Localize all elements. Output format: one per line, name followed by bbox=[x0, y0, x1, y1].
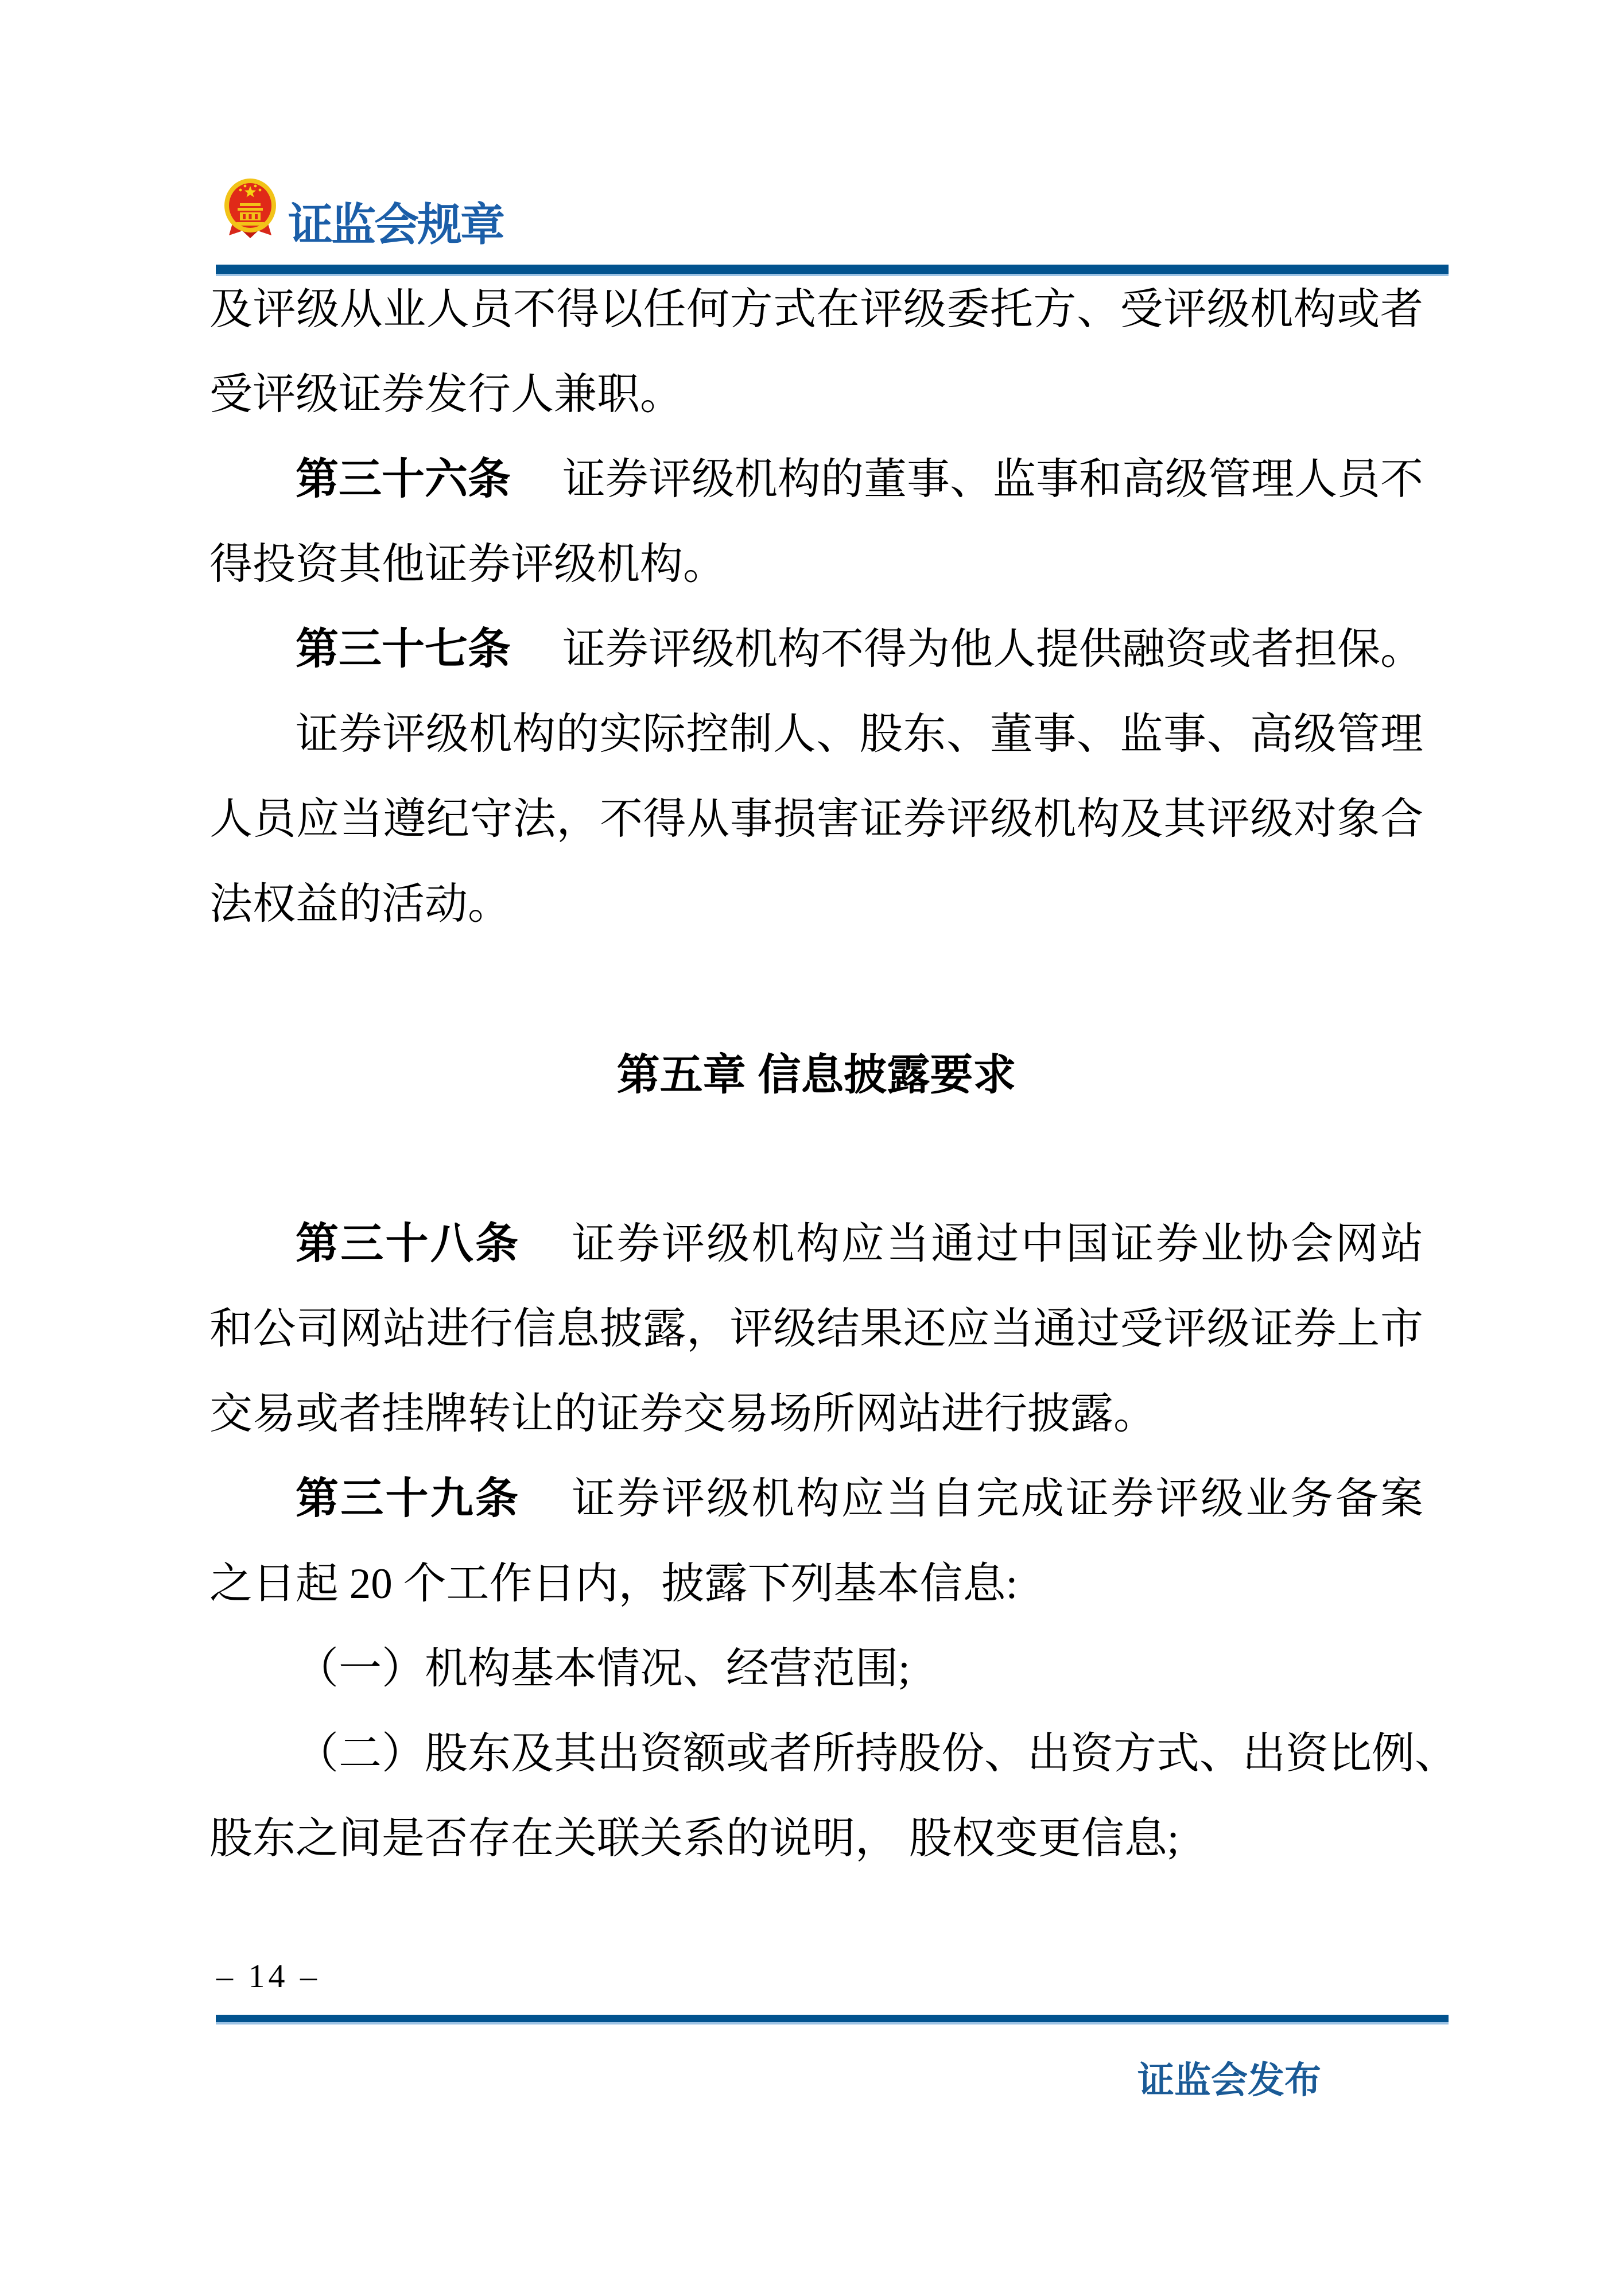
line-text: 受评级证券发行人兼职。 bbox=[209, 371, 684, 418]
national-emblem-icon bbox=[224, 178, 277, 239]
footer-rule-light bbox=[216, 2022, 1449, 2024]
line-text: 交易或者挂牌转让的证券交易场所网站进行披露。 bbox=[209, 1390, 1157, 1438]
publisher-label: 证监会发布 bbox=[1137, 2060, 1321, 2101]
article-number: 第三十七条 bbox=[296, 626, 511, 673]
article-number: 第三十六条 bbox=[296, 456, 511, 503]
footer-rule-dark bbox=[216, 2015, 1449, 2022]
body-line bbox=[209, 777, 1423, 862]
body-line bbox=[209, 437, 1423, 522]
body-line bbox=[209, 1287, 1423, 1372]
line-text: 及评级从业人员不得以任何方式在评级委托方、受评级机构或者 bbox=[209, 286, 1423, 333]
line-text: 之日起 20 个工作日内，披露下列基本信息: bbox=[209, 1560, 1018, 1608]
line-text: 证券评级机构应当自完成证券评级业务备案 bbox=[572, 1475, 1423, 1523]
line-text: （二）股东及其出资额或者所持股份、出资方式、出资比例、 bbox=[296, 1730, 1458, 1778]
article-number: 第三十八条 bbox=[296, 1220, 521, 1268]
line-text: 人员应当遵纪守法，不得从事损害证券评级机构及其评级对象合 bbox=[209, 796, 1423, 843]
footer-page-number: – 14 – bbox=[216, 1957, 320, 1995]
body-lines bbox=[209, 267, 1458, 1882]
body-line bbox=[209, 607, 1423, 692]
header-title: 证监会规章 bbox=[288, 199, 504, 250]
line-text: 证券评级机构的实际控制人、股东、董事、监事、高级管理 bbox=[296, 711, 1423, 758]
line-text: 证券评级机构不得为他人提供融资或者担保。 bbox=[562, 626, 1424, 673]
body-line bbox=[209, 352, 1423, 437]
line-text: （一）机构基本情况、经营范围; bbox=[296, 1645, 910, 1693]
line-text: 和公司网站进行信息披露，评级结果还应当通过受评级证券上市 bbox=[209, 1305, 1423, 1353]
body-line bbox=[209, 1202, 1423, 1287]
line-text: 股东之间是否存在关联关系的说明， 股权变更信息; bbox=[209, 1815, 1179, 1863]
body-line bbox=[209, 267, 1423, 352]
line-text: 证券评级机构应当通过中国证券业协会网站 bbox=[572, 1220, 1423, 1268]
line-text: 法权益的活动。 bbox=[209, 881, 511, 928]
body-line bbox=[209, 1372, 1423, 1457]
line-text: 第五章 信息披露要求 bbox=[616, 1050, 1016, 1099]
body-line bbox=[209, 522, 1423, 607]
line-text: 证券评级机构的董事、监事和高级管理人员不 bbox=[562, 456, 1424, 503]
body-line bbox=[209, 862, 1423, 947]
body-line bbox=[209, 1797, 1423, 1882]
body-line bbox=[209, 692, 1423, 777]
chapter-heading bbox=[209, 947, 1423, 1202]
body-line bbox=[209, 1457, 1423, 1542]
line-text: 得投资其他证券评级机构。 bbox=[209, 541, 727, 588]
body-line bbox=[209, 1627, 1423, 1712]
body-line bbox=[209, 1712, 1458, 1797]
footer-rule bbox=[216, 2015, 1449, 2024]
body-line bbox=[209, 1542, 1423, 1627]
article-number: 第三十九条 bbox=[296, 1475, 521, 1523]
